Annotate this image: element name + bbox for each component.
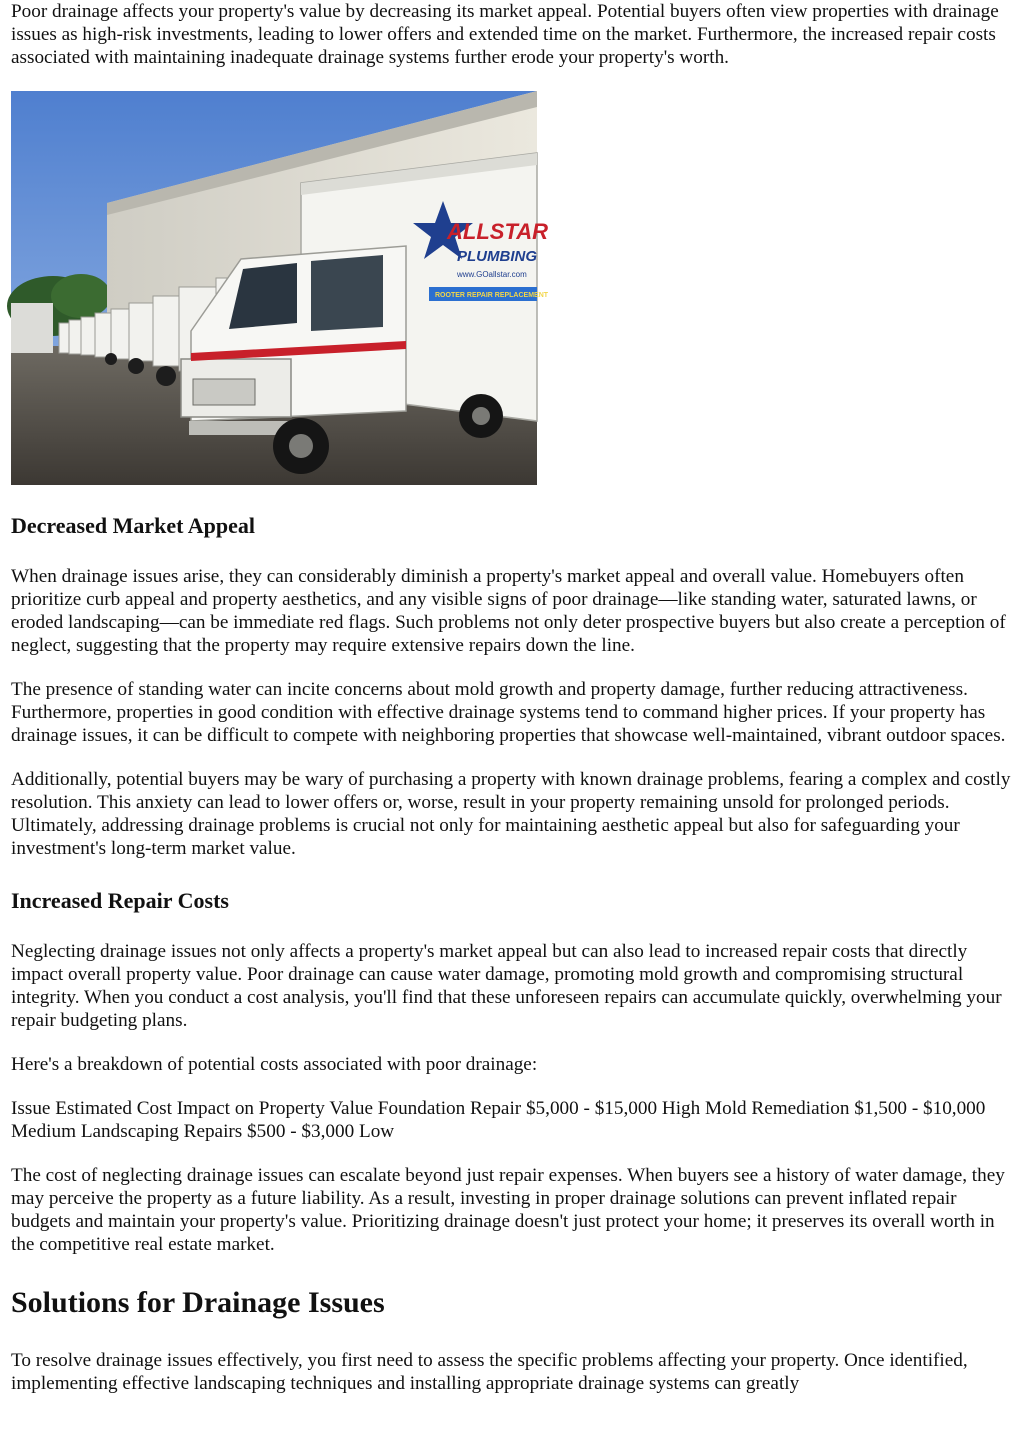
market-appeal-paragraph-1: When drainage issues arise, they can considerably diminish a property's market appeal and overall value. Homebuyers often prioritize curb appeal and property aesthetics, and any visible signs of poor drainage—like standing water, saturated lawns, or eroded landscaping—can be immediate red flags. Such problems not only deter prospective buyers but also create a perception of neglect, suggesting that the property may require extensive repairs down the line. (11, 566, 1006, 656)
repair-costs-heading: Increased Repair Costs (11, 888, 229, 913)
repair-costs-paragraph-4: The cost of neglecting drainage issues can escalate beyond just repair expenses. When buyers see a history of water damage, they may perceive the property as a future liability. As a result, investing in proper drainage solutions can prevent inflated repair budgets and maintain your property's value. Prioritizing drainage doesn't just protect your home; it preserves its overall worth in the competitive real estate market. (11, 1165, 1005, 1255)
svg-text:ALLSTAR: ALLSTAR (447, 219, 549, 244)
market-appeal-paragraph-2: The presence of standing water can incite concerns about mold growth and property damage, further reducing attractiveness. Furthermore, properties in good condition with effective drainage systems tend to command higher prices. If your property has drainage issues, it can be difficult to compete with neighboring properties that showcase well-maintained, vibrant outdoor spaces. (11, 679, 1006, 746)
svg-text:PLUMBING: PLUMBING (457, 248, 537, 265)
truck-fleet-photo (11, 91, 549, 485)
solutions-heading: Solutions for Drainage Issues (11, 1286, 385, 1319)
truck-banner: ROOTER REPAIR REPLACEMENT (435, 292, 549, 299)
cost-breakdown-text: Issue Estimated Cost Impact on Property Value Foundation Repair $5,000 - $15,000 High Mold Remediation $1,500 - $10,000 Medium Landscaping Repairs $500 - $3,000 Low (11, 1098, 986, 1142)
market-appeal-heading: Decreased Market Appeal (11, 513, 255, 538)
repair-costs-paragraph-1: Neglecting drainage issues not only affects a property's market appeal but can also lead to increased repair costs that directly impact overall property value. Poor drainage can cause water damage, promoting mold growth and compromising structural integrity. When you conduct a cost analysis, you'll find that these unforeseen repairs can accumulate quickly, overwhelming your repair budgeting plans. (11, 941, 1002, 1031)
market-appeal-paragraph-3: Additionally, potential buyers may be wary of purchasing a property with known drainage problems, fearing a complex and costly resolution. This anxiety can lead to lower offers or, worse, result in your property remaining unsold for prolonged periods. Ultimately, addressing drainage problems is crucial not only for maintaining aesthetic appeal but also for safeguarding your investment's long-term market value. (11, 769, 1011, 859)
intro-paragraph: Poor drainage affects your property's value by decreasing its market appeal. Potential buyers often view properties with drainage issues as high-risk investments, leading to lower offers and extended time on the market. Furthermore, the increased repair costs associated with maintaining inadequate drainage systems further erode your property's worth. (11, 1, 999, 68)
solutions-paragraph: To resolve drainage issues effectively, you first need to assess the specific problems affecting your property. Once identified, implementing effective landscaping techniques and installing appropriate drainage systems can greatly (11, 1350, 968, 1394)
svg-text:www.GOallstar.com: www.GOallstar.com (457, 270, 527, 279)
repair-costs-paragraph-2: Here's a breakdown of potential costs associated with poor drainage: (11, 1054, 538, 1075)
